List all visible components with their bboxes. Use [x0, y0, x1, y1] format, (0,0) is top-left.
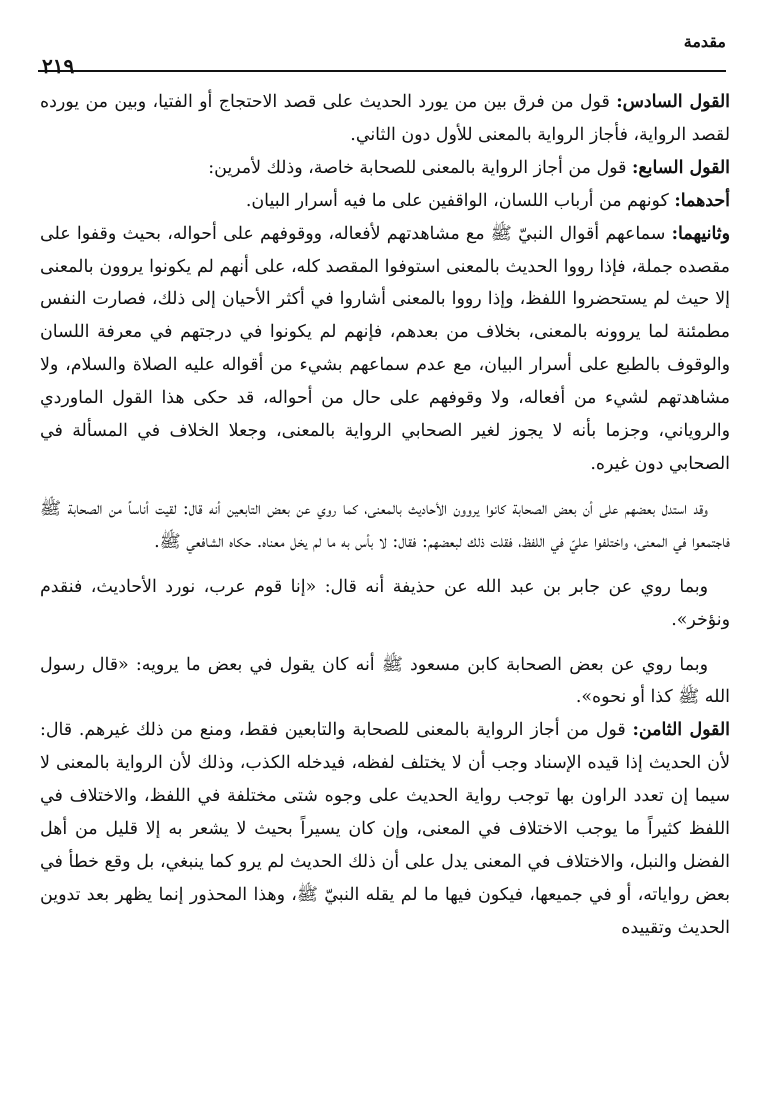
paragraph-sixth-opinion — [40, 86, 730, 152]
paragraph-label: وثانيهما: — [671, 223, 730, 244]
paragraph-label: القول الثامن: — [632, 720, 730, 741]
paragraph-text: وبما روي عن بعض الصحابة كابن مسعود ﷺ أنه كان يقول في بعض ما يرويه: «قال رسول الله ﷺ كذا أو نحوه». — [40, 654, 730, 708]
header-rule — [38, 70, 726, 72]
paragraph-text: قول من أجاز الرواية بالمعنى للصحابة خاصة، وذلك لأمرين: — [208, 157, 632, 178]
paragraph-text: سماعهم أقوال النبيّ ﷺ مع مشاهدتهم لأفعاله، ووقوفهم على أحواله، بحيث وقفوا على مقصده جملة، فإذا رووا الحديث بالمعنى استوفوا المقصد كله، على أنهم لم يكونوا يروون بالمعنى إلا حيث لم يستحضروا اللفظ، وإذا رووا بالمعنى أشاروا في أكثر الأحيان إلى ذلك، فصارت النفس مطمئنة لما يروونه بالمعنى، بخلاف من بعدهم، فإنهم لم يكونوا في درجتهم في معرفة اللسان والوقوف بالطبع على أسرار البيان، مع عدم سماعهم بشيء من أقواله عليه الصلاة والسلام، ولا مشاهدتهم لشيء من أفعاله، ولا وقوفهم على حال من أحواله، قد حكى هذا القول الماوردي والروياني، وجزما بأنه لا يجوز لغير الصحابي الرواية بالمعنى، وجعلا الخلاف في المسألة في الصحابي دون غيره. — [40, 223, 730, 474]
running-title: مقدمة — [683, 32, 726, 51]
paragraph-first-reason — [40, 185, 730, 218]
page-header — [38, 28, 726, 78]
paragraph-evidence-tabiin — [40, 493, 730, 559]
paragraph-evidence-hudhayfa — [40, 571, 730, 637]
paragraph-label: القول السابع: — [631, 157, 730, 178]
body-text — [40, 86, 730, 945]
paragraph-eighth-opinion — [40, 714, 730, 944]
paragraph-text: وبما روي عن جابر بن عبد الله عن حذيفة أنه قال: «إنا قوم عرب، نورد الأحاديث، فنقدم ونؤخر». — [40, 576, 730, 630]
page-number: ٢١٩ — [42, 54, 75, 78]
paragraph-text: قول من أجاز الرواية بالمعنى للصحابة والتابعين فقط، ومنع من ذلك غيرهم. قال: لأن الحديث إذا قيده الإسناد وجب أن لا يختلف لفظه، فيدخله الكذب، وذلك لأن الرواية بالمعنى لا سيما إن تعدد الراون بها توجب رواية الحديث على وجوه شتى مختلفة في اللفظ، والاختلاف في اللفظ كثيراً ما يوجب الاختلاف في المعنى، وإن كان يسيراً بحيث لا يشعر به إلا قليل من أهل الفضل والنبل، والاختلاف في المعنى يدل على أن ذلك الحديث لم يرو كما ينبغي، بل وقع خطأ في بعض رواياته، أو في جميعها، فيكون فيها ما لم يقله النبيّ ﷺ، وهذا المحذور إنما يظهر بعد تدوين الحديث وتقييده — [40, 720, 730, 938]
paragraph-label: القول السادس: — [616, 92, 731, 112]
paragraph-label: أحدهما: — [674, 190, 730, 211]
paragraph-evidence-ibn-masud — [40, 649, 730, 715]
paragraph-text: قول من فرق بين من يورد الحديث على قصد الاحتجاج أو الفتيا، وبين من يورده لقصد الرواية، فأجاز الرواية بالمعنى للأول دون الثاني. — [40, 92, 730, 145]
paragraph-second-reason — [40, 218, 730, 481]
paragraph-text: كونهم من أرباب اللسان، الواقفين على ما فيه أسرار البيان. — [245, 190, 675, 211]
paragraph-seventh-opinion — [40, 152, 730, 185]
paragraph-text: وقد استدل بعضهم على أن بعض الصحابة كانوا يروون الأحاديث بالمعنى، كما روي عن بعض التابعين أنه قال: لقيت أناساً من الصحابة ﷺ فاجتمعوا في المعنى، واختلفوا عليّ في اللفظ، فقلت ذلك لبعضهم: فقال: لا بأس به ما لم يخل معناه. حكاه الشافعي ﷺ. — [40, 498, 730, 552]
